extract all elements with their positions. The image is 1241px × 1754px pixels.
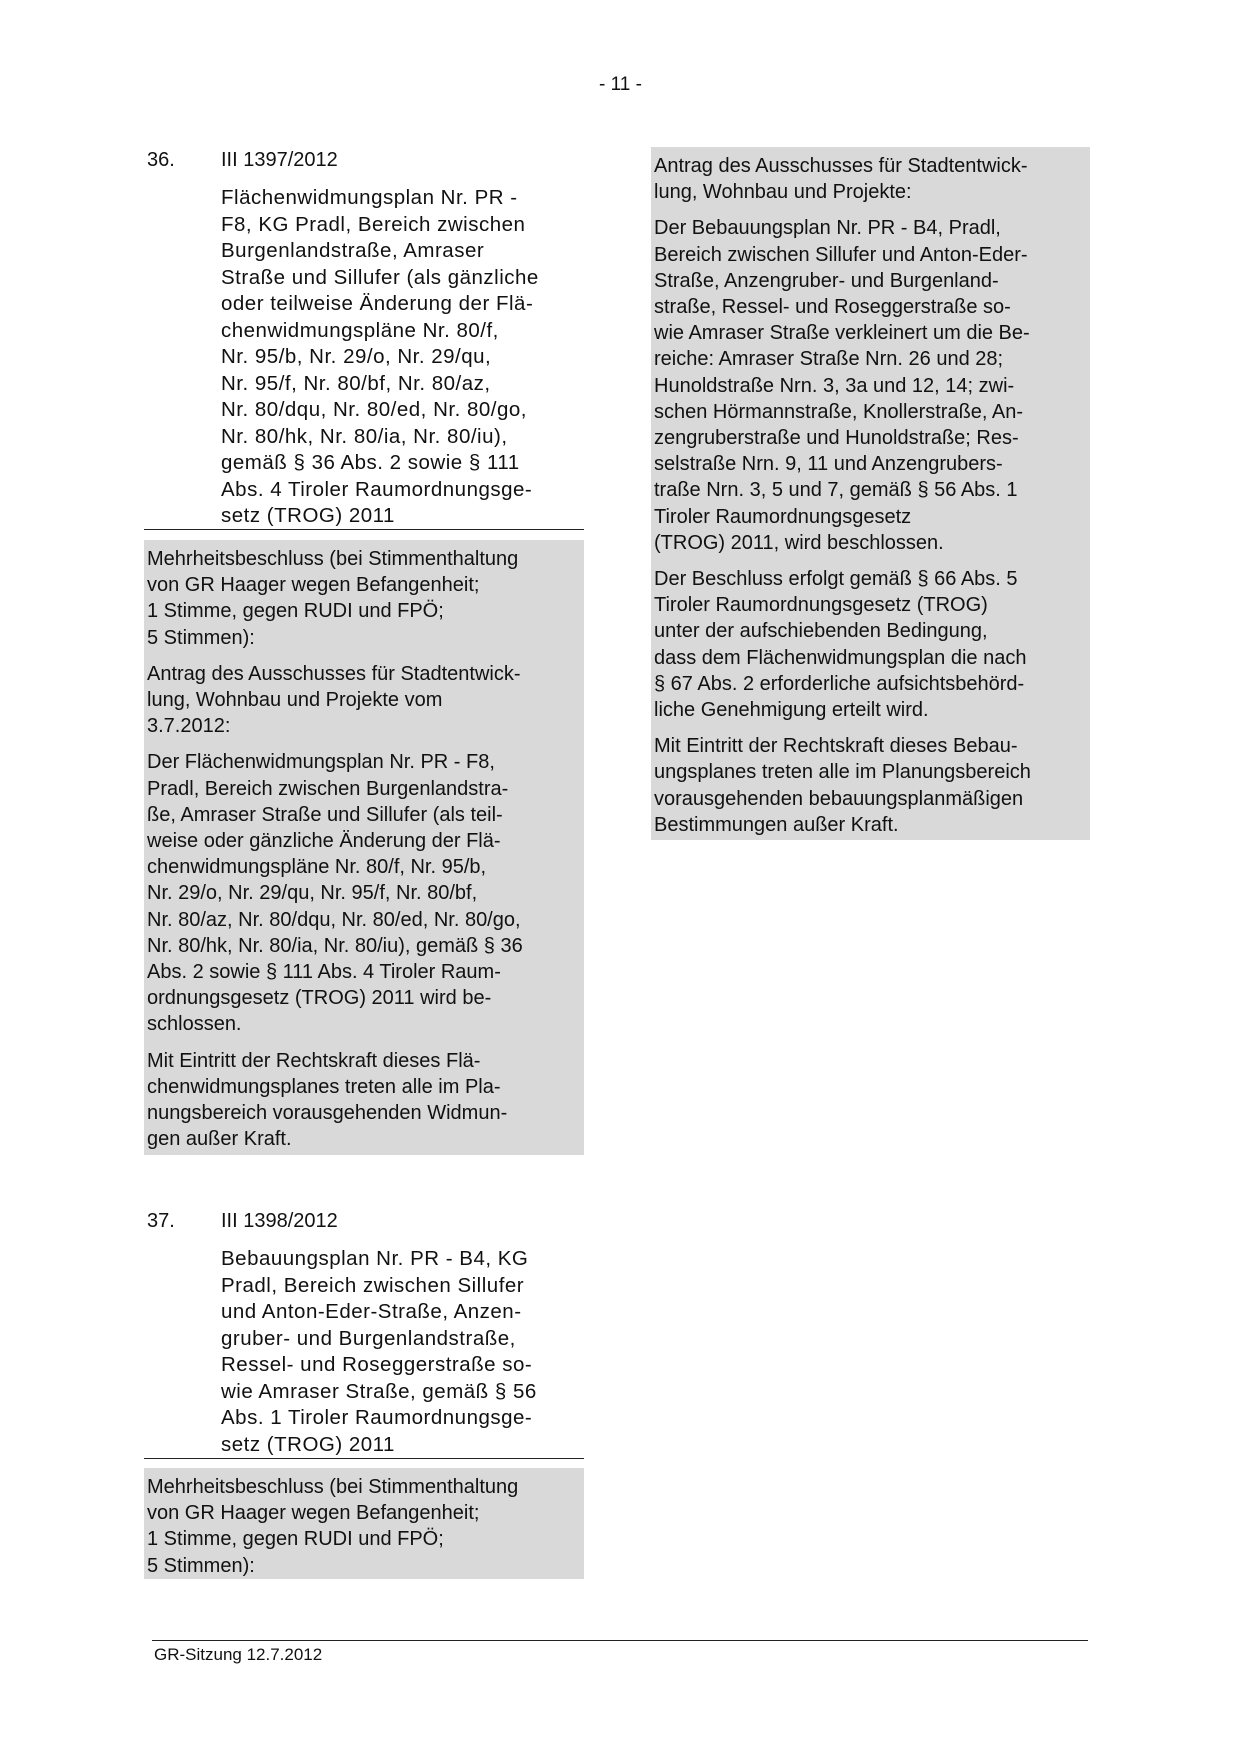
paragraph-line: 3.7.2012: [147,715,231,738]
paragraph-line: § 67 Abs. 2 erforderliche aufsichtsbehörd- [654,672,1025,695]
paragraph-line: liche Genehmigung erteilt wird. [654,699,929,722]
paragraph [654,215,1090,556]
paragraph-line: wie Amraser Straße verkleinert um die Be- [654,322,1030,345]
paragraph-line: schlossen. [147,1013,242,1036]
title-line: Ressel- und Roseggerstraße so- [221,1353,533,1376]
paragraph-line: von GR Haager wegen Befangenheit; [147,574,480,597]
title-line: Pradl, Bereich zwischen Sillufer [221,1273,525,1297]
paragraph-line: Antrag des Ausschusses für Stadtentwick- [147,662,521,685]
resolution-box [651,147,1090,840]
paragraph [147,546,584,651]
paragraph [147,1048,584,1153]
title-line: setz (TROG) 2011 [221,1432,395,1456]
paragraph-line: weise oder gänzliche Änderung der Flä- [147,830,501,853]
paragraph-line: 1 Stimme, gegen RUDI und FPÖ; [147,1528,444,1551]
title-line: setz (TROG) 2011 [221,504,395,527]
paragraph-line: Mit Eintritt der Rechtskraft dieses Bebau- [654,735,1018,758]
paragraph-line: ße, Amraser Straße und Sillufer (als teil- [147,803,503,826]
item-number: 36. [147,149,175,171]
paragraph-line: straße, Ressel- und Roseggerstraße so- [654,296,1011,319]
paragraph-line: Nr. 29/o, Nr. 29/qu, Nr. 95/f, Nr. 80/bf, [147,882,478,905]
paragraph-line: 5 Stimmen): [147,1554,255,1577]
title-line: Abs. 1 Tiroler Raumordnungsge- [221,1406,533,1429]
paragraph [147,749,584,1037]
paragraph-line: lung, Wohnbau und Projekte vom [147,689,443,712]
paragraph [654,566,1090,723]
paragraph-line: ordnungsgesetz (TROG) 2011 wird be- [147,987,492,1010]
paragraph-line: Hunoldstraße Nrn. 3, 3a und 12, 14; zwi- [654,374,1015,397]
paragraph-line: Tiroler Raumordnungsgesetz (TROG) [654,594,988,617]
paragraph-line: Nr. 80/az, Nr. 80/dqu, Nr. 80/ed, Nr. 80/go, [147,908,521,931]
title-divider [144,1458,584,1459]
paragraph [147,1474,584,1579]
paragraph-line: dass dem Flächenwidmungsplan die nach [654,646,1027,669]
paragraph-line: 1 Stimme, gegen RUDI und FPÖ; [147,600,444,623]
paragraph [147,661,584,740]
title-line: Straße und Sillufer (als gänzliche [221,265,539,289]
footer-divider [152,1640,1088,1641]
title-line: gemäß § 36 Abs. 2 sowie § 111 [221,451,520,474]
title-divider [144,529,584,530]
paragraph-line: Der Beschluss erfolgt gemäß § 66 Abs. 5 [654,568,1018,591]
paragraph-line: Abs. 2 sowie § 111 Abs. 4 Tiroler Raum- [147,961,501,984]
footer-session-date: GR-Sitzung 12.7.2012 [154,1645,323,1664]
paragraph-line: Mehrheitsbeschluss (bei Stimmenthaltung [147,548,519,570]
paragraph-line: Straße, Anzengruber- und Burgenland- [654,269,999,292]
title-line: Bebauungsplan Nr. PR - B4, KG [221,1247,529,1270]
title-line: Flächenwidmungsplan Nr. PR - [221,186,518,209]
paragraph-line: chenwidmungsplanes treten alle im Pla- [147,1075,501,1098]
paragraph-line: Tiroler Raumordnungsgesetz [654,505,912,528]
title-line: Burgenlandstraße, Amraser [221,239,485,262]
item-reference: III 1397/2012 [221,149,338,171]
decision-box [144,1468,584,1579]
title-line: Nr. 80/hk, Nr. 80/ia, Nr. 80/iu), [221,424,508,448]
title-line: Nr. 95/b, Nr. 29/o, Nr. 29/qu, [221,345,492,368]
paragraph-line: reiche: Amraser Straße Nrn. 26 und 28; [654,348,1004,371]
decision-box [144,540,584,1155]
paragraph-line: (TROG) 2011, wird beschlossen. [654,531,944,554]
paragraph-line: traße Nrn. 3, 5 und 7, gemäß § 56 Abs. 1 [654,479,1018,502]
paragraph-line: nungsbereich vorausgehenden Widmun- [147,1102,508,1125]
title-line: Abs. 4 Tiroler Raumordnungsge- [221,477,533,501]
paragraph-line: Nr. 80/hk, Nr. 80/ia, Nr. 80/iu), gemäß § 36 [147,934,523,957]
title-line: chenwidmungspläne Nr. 80/f, [221,318,499,342]
paragraph-line: Der Bebauungsplan Nr. PR - B4, Pradl, [654,217,1001,240]
paragraph [654,153,1090,205]
paragraph-line: Pradl, Bereich zwischen Burgenlandstra- [147,777,509,800]
title-line: F8, KG Pradl, Bereich zwischen [221,212,526,236]
paragraph-line: chenwidmungspläne Nr. 80/f, Nr. 95/b, [147,856,487,879]
paragraph-line: zengruberstraße und Hunoldstraße; Res- [654,427,1019,450]
paragraph-line: Mit Eintritt der Rechtskraft dieses Flä- [147,1049,481,1072]
paragraph-line: lung, Wohnbau und Projekte: [654,181,912,204]
title-line: wie Amraser Straße, gemäß § 56 [221,1379,537,1403]
paragraph-line: Mehrheitsbeschluss (bei Stimmenthaltung [147,1476,519,1498]
paragraph-line: Antrag des Ausschusses für Stadtentwick- [654,155,1028,177]
paragraph-line: vorausgehenden bebauungsplanmäßigen [654,787,1024,810]
paragraph-line: selstraße Nrn. 9, 11 und Anzengrubers- [654,453,1003,476]
title-line: gruber- und Burgenlandstraße, [221,1326,516,1350]
paragraph-line: ungsplanes treten alle im Planungsbereich [654,761,1031,784]
title-line: Nr. 80/dqu, Nr. 80/ed, Nr. 80/go, [221,398,527,421]
paragraph-line: Der Flächenwidmungsplan Nr. PR - F8, [147,751,495,774]
paragraph-line: von GR Haager wegen Befangenheit; [147,1502,480,1525]
paragraph-line: schen Hörmannstraße, Knollerstraße, An- [654,400,1024,423]
paragraph-line: Bestimmungen außer Kraft. [654,813,899,836]
item-title [221,1246,537,1458]
paragraph [654,733,1090,838]
paragraph-line: 5 Stimmen): [147,626,255,649]
paragraph-line: Bereich zwischen Sillufer und Anton-Eder- [654,243,1028,266]
paragraph-line: gen außer Kraft. [147,1128,292,1151]
paragraph-line: unter der aufschiebenden Bedingung, [654,620,988,643]
title-line: und Anton-Eder-Straße, Anzen- [221,1300,522,1323]
title-line: oder teilweise Änderung der Flä- [221,292,534,315]
title-line: Nr. 95/f, Nr. 80/bf, Nr. 80/az, [221,371,491,395]
item-number: 37. [147,1210,175,1232]
item-reference: III 1398/2012 [221,1210,338,1232]
page-number: - 11 - [599,74,642,95]
item-title [221,185,539,530]
